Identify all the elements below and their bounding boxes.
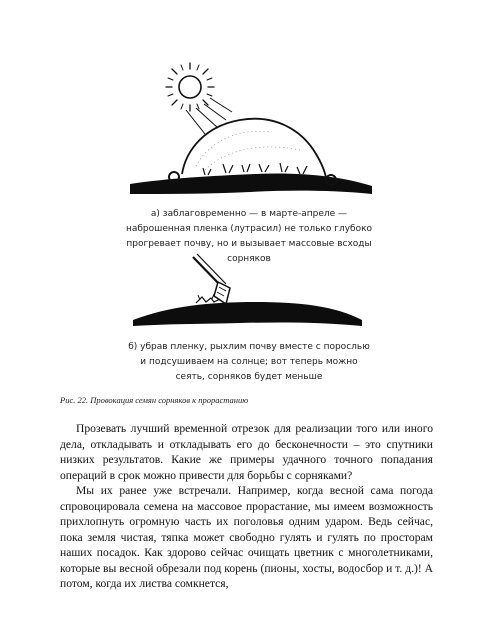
body-text xyxy=(60,421,433,592)
covered-bed-drawing xyxy=(130,119,372,194)
figure-caption: Рис. 22. Провокация семян сорняков к прорастанию xyxy=(60,395,249,405)
loosened-bed-drawing xyxy=(133,294,362,326)
paragraph: Прозевать лучший временной отрезок для реализации того или иного дела, откладывать и откладывать его до бесконечности – это спутники низких результатов. Какие же примеры удачного точного попадания операций в срок можно привести для борьбы с сорняками? xyxy=(60,422,433,482)
illustration-caption-b: б) убрав пленку, рыхлим почву вместе с порослью и подсушиваем на солнце; вот теперь можно сеять, сорняков будет меньше xyxy=(128,342,370,382)
illustration-caption-a: а) заблаговременно — в марте-апреле — наброшенная пленка (лутрасил) не только глубоко прогревает почву, но и вызывает массовые всходы сорняков xyxy=(125,209,373,264)
paragraph: Мы их ранее уже встречали. Например, когда весной сама погода спровоцировала семена на массовое прорастание, мы имеем возможность прихлопнуть огромную часть их поголовья одним ударом. Ведь сейчас, пока земля чистая, тяпка может свободно гулять и гулять по просторам наших посадок. Как здорово сейчас очищать цветник с многолетниками, которые вы весной обрезали под корень (пионы, хосты, водосбор и т. д.)! А потом, когда их листва сомкнется, xyxy=(60,484,433,590)
weed-sprouts-icon xyxy=(203,163,307,175)
sun-rays-icon xyxy=(186,98,232,134)
sun-icon xyxy=(166,63,214,111)
